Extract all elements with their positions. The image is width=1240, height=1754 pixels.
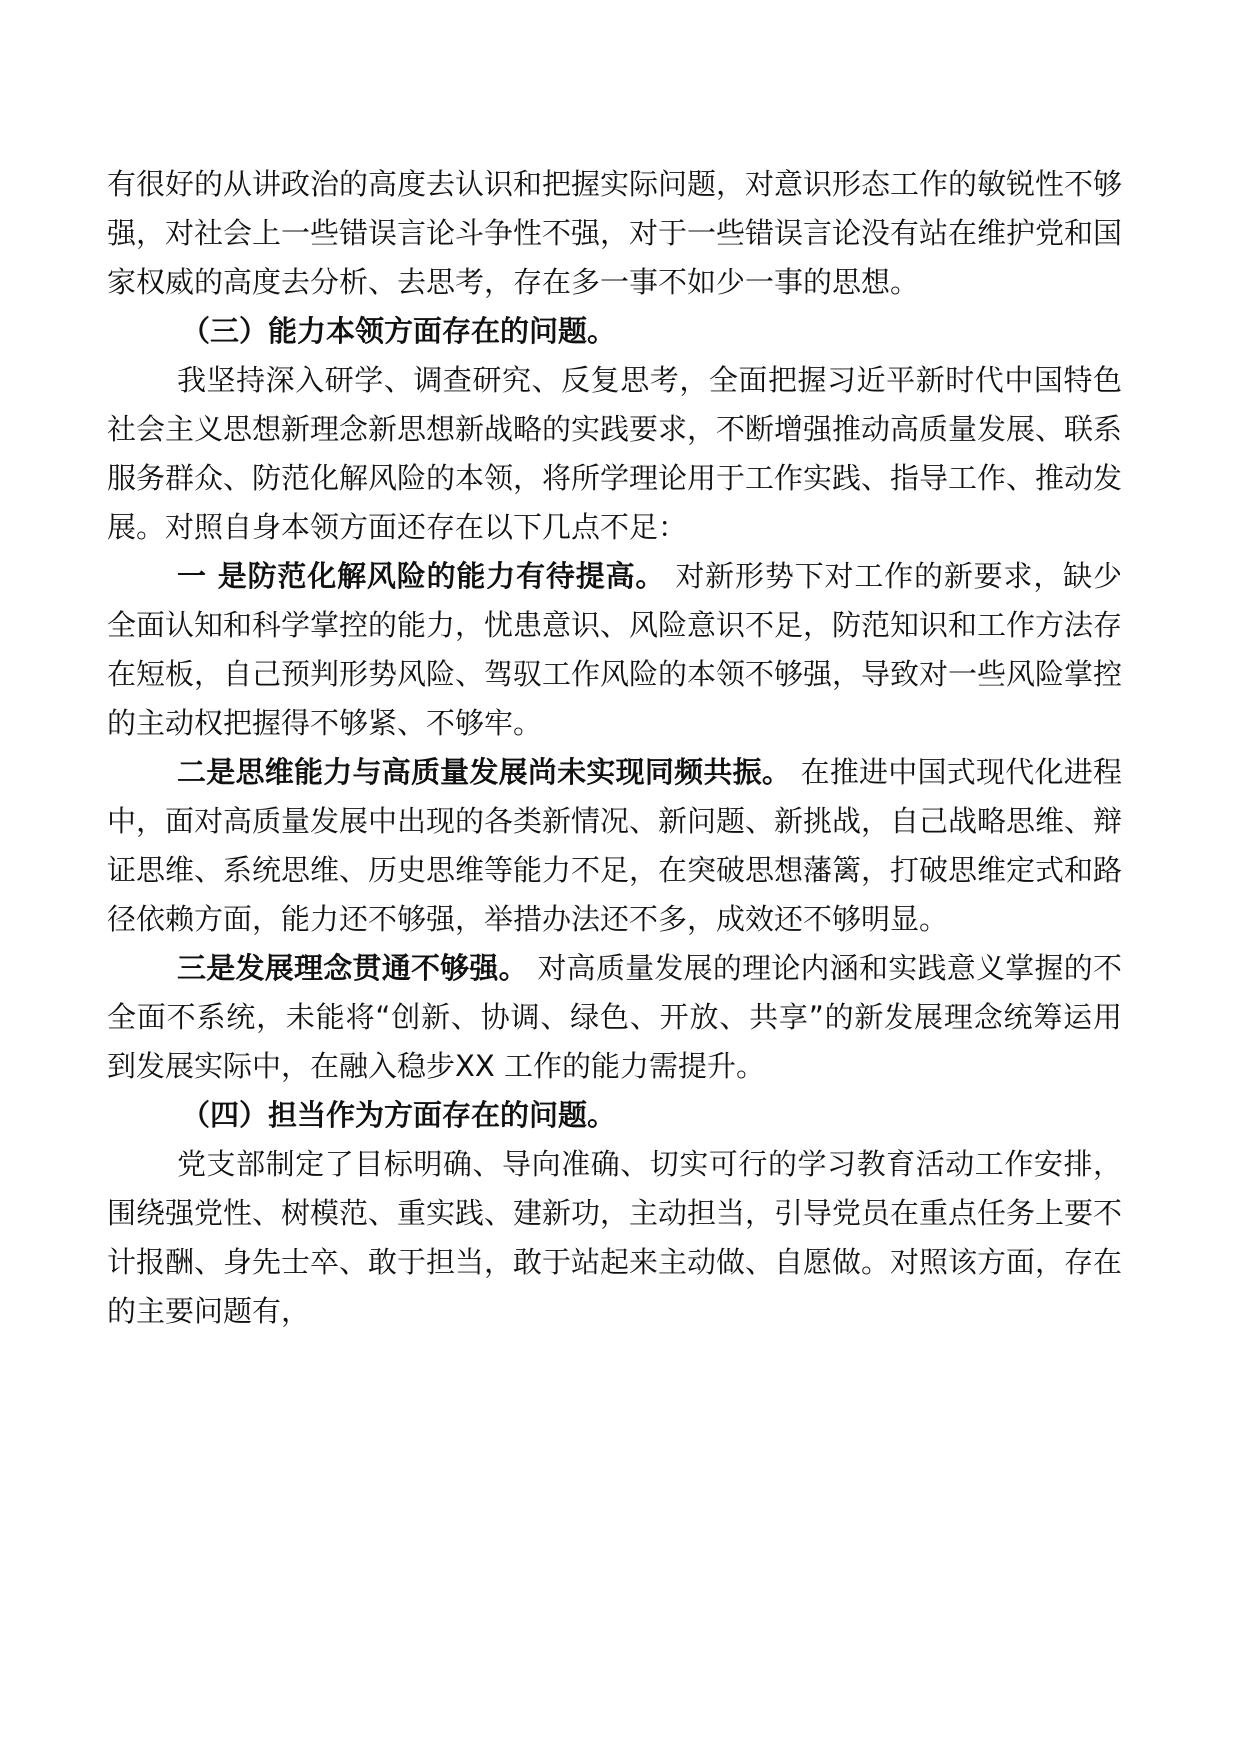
section-heading-responsibility: （四）担当作为方面存在的问题。 bbox=[181, 1098, 617, 1132]
paragraph-point-three bbox=[107, 944, 1122, 1091]
section-heading-ability: （三）能力本领方面存在的问题。 bbox=[181, 314, 617, 348]
paragraph-point-two bbox=[107, 748, 1122, 944]
document-body bbox=[107, 160, 1122, 1336]
point-three-text: 对高质量发展的理论内涵和实践意义掌握的不全面不系统，未能将“创新、协调、绿色、开放、共享”的新发展理念统筹运用到发展实际中，在融入稳步XX 工作的能力需提升。 bbox=[107, 951, 1122, 1083]
point-one-text: 对新形势下对工作的新要求，缺少全面认知和科学掌控的能力，忧患意识、风险意识不足，防范知识和工作方法存在短板，自己预判形势风险、驾驭工作风险的本领不够强，导致对一些风险掌控的主动权把握得不够紧、不够牢。 bbox=[107, 559, 1123, 740]
paragraph-continuation: 有很好的从讲政治的高度去认识和把握实际问题，对意识形态工作的敏锐性不够强，对社会上一些错误言论斗争性不强，对于一些错误言论没有站在维护党和国家权威的高度去分析、去思考，存在多一事不如少一事的思想。 bbox=[107, 167, 1123, 299]
point-one-lead: 一 是防范化解风险的能力有待提高。 bbox=[177, 559, 666, 593]
paragraph-point-one bbox=[107, 552, 1122, 748]
point-two-lead: 二是思维能力与高质量发展尚未实现同频共振。 bbox=[177, 755, 792, 789]
paragraph-ability-intro: 我坚持深入研学、调查研究、反复思考，全面把握习近平新时代中国特色社会主义思想新理念新思想新战略的实践要求，不断增强推动高质量发展、联系服务群众、防范化解风险的本领，将所学理论用于工作实践、指导工作、推动发展。对照自身本领方面还存在以下几点不足： bbox=[107, 363, 1123, 544]
paragraph-responsibility-intro: 党支部制定了目标明确、导向准确、切实可行的学习教育活动工作安排，围绕强党性、树模范、重实践、建新功，主动担当，引导党员在重点任务上要不计报酬、身先士卒、敢于担当，敢于站起来主动做、自愿做。对照该方面，存在的主要问题有， bbox=[107, 1147, 1123, 1328]
point-three-lead: 三是发展理念贯通不够强。 bbox=[177, 951, 528, 985]
point-two-text: 在推进中国式现代化进程中，面对高质量发展中出现的各类新情况、新问题、新挑战，自己战略思维、辩证思维、系统思维、历史思维等能力不足，在突破思想藩篱，打破思维定式和路径依赖方面，能力还不够强，举措办法还不多，成效还不够明显。 bbox=[107, 755, 1123, 936]
